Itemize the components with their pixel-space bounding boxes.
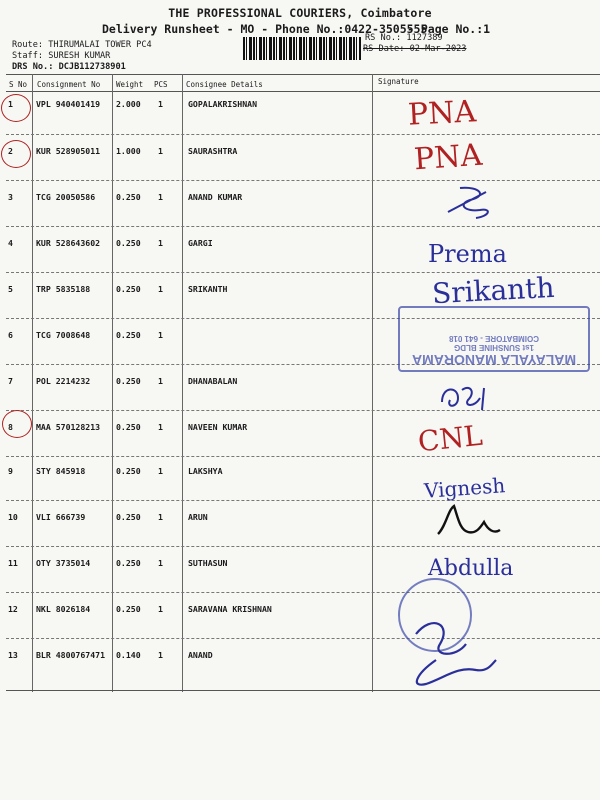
row-consignee: SARAVANA KRISHNAN [188, 604, 272, 614]
stamp-line1: 1st SUNSHINE BLDG [454, 343, 535, 352]
red-circle-mark [2, 410, 32, 438]
row-weight: 0.250 [116, 512, 141, 522]
row-weight: 0.250 [116, 466, 141, 476]
row-sno: 7 [8, 376, 13, 386]
col-header-sno: S No [9, 80, 28, 89]
row-pcs: 1 [158, 284, 163, 294]
row-consignee: ARUN [188, 512, 208, 522]
row-weight: 2.000 [116, 99, 141, 109]
row-consignment: NKL 8026184 [36, 604, 91, 614]
stamp-name: MALAYALA MANORAMA [411, 352, 577, 368]
row-consignment: VLI 666739 [36, 512, 86, 522]
row-pcs: 1 [158, 376, 163, 386]
row-sno: 10 [8, 512, 18, 522]
signature-row-5: Srikanth [431, 270, 556, 311]
runsheet-title: Delivery Runsheet - MO - Phone No.:0422-3505555 [102, 22, 428, 36]
col-header-consignee: Consignee Details [186, 80, 263, 89]
row-consignee: GOPALAKRISHNAN [188, 99, 258, 109]
row-consignment: VPL 940401419 [36, 99, 101, 109]
row-divider [6, 592, 600, 593]
row-pcs: 1 [158, 99, 163, 109]
row-sno: 4 [8, 238, 13, 248]
row-weight: 1.000 [116, 146, 141, 156]
row-consignee: LAKSHYA [188, 466, 223, 476]
scribble-signature-row-10 [434, 500, 504, 540]
row-weight: 0.250 [116, 604, 141, 614]
row-consignee: SRIKANTH [188, 284, 228, 294]
row-sno: 8 [8, 422, 13, 432]
row-divider [6, 456, 600, 457]
row-pcs: 1 [158, 422, 163, 432]
row-consignee: SAURASHTRA [188, 146, 238, 156]
company-stamp [398, 306, 590, 372]
row-sno: 6 [8, 330, 13, 340]
row-pcs: 1 [158, 604, 163, 614]
row-sno: 5 [8, 284, 13, 294]
row-sno: 11 [8, 558, 18, 568]
row-weight: 0.250 [116, 330, 141, 340]
row-sno: 2 [8, 146, 13, 156]
row-pcs: 1 [158, 650, 163, 660]
row-consignee: ANAND [188, 650, 213, 660]
row-consignee: NAVEEN KUMAR [188, 422, 248, 432]
col-header-consignment: Consignment No [37, 80, 101, 89]
row-consignee: GARGI [188, 238, 213, 248]
row-consignment: OTY 3735014 [36, 558, 91, 568]
row-consignee: SUTHASUN [188, 558, 228, 568]
row-divider [6, 638, 600, 639]
header-bottom-border [6, 91, 600, 92]
col-header-weight: Weight [116, 80, 144, 89]
row-pcs: 1 [158, 192, 163, 202]
row-pcs: 1 [158, 558, 163, 568]
page-number: - Page No.:1 [407, 22, 491, 36]
drs-number: DRS No.: DCJB112738901 [12, 62, 126, 72]
row-divider [6, 410, 600, 411]
row-consignment: KUR 528643602 [36, 238, 101, 248]
row-divider [6, 500, 600, 501]
row-pcs: 1 [158, 512, 163, 522]
barcode [243, 37, 361, 60]
route-label: Route: THIRUMALAI TOWER PC4 [12, 40, 152, 50]
row-consignee: DHANABALAN [188, 376, 238, 386]
row-pcs: 1 [158, 146, 163, 156]
row-pcs: 1 [158, 466, 163, 476]
row-consignment: KUR 528905011 [36, 146, 101, 156]
staff-label: Staff: SURESH KUMAR [12, 51, 111, 61]
row-consignment: MAA 570128213 [36, 422, 101, 432]
row-sno: 1 [8, 99, 13, 109]
row-sno: 3 [8, 192, 13, 202]
row-pcs: 1 [158, 330, 163, 340]
red-circle-mark [1, 140, 31, 168]
signature-row-8: CNL [416, 418, 485, 459]
signature-row-9: Vignesh [423, 473, 506, 503]
row-weight: 0.250 [116, 284, 141, 294]
scribble-signature-row-3 [440, 182, 500, 222]
signature-row-2: PNA [412, 137, 484, 178]
rs-date: RS Date: 02-Mar-2023 [363, 44, 467, 54]
row-pcs: 1 [158, 238, 163, 248]
row-weight: 0.250 [116, 558, 141, 568]
row-consignment: BLR 4800767471 [36, 650, 106, 660]
red-circle-mark [1, 94, 31, 122]
row-weight: 0.250 [116, 192, 141, 202]
row-divider [6, 180, 600, 181]
signature-row-1: PNA [407, 94, 477, 133]
row-consignment: STY 845918 [36, 466, 86, 476]
col-header-signature: Signature [378, 77, 419, 86]
row-weight: 0.140 [116, 650, 141, 660]
runsheet-table [6, 74, 600, 692]
row-weight: 0.250 [116, 422, 141, 432]
row-divider [6, 546, 600, 547]
table-top-border [6, 74, 600, 75]
company-title: THE PROFESSIONAL COURIERS, Coimbatore [168, 6, 432, 20]
row-consignment: TCG 7008648 [36, 330, 91, 340]
scribble-signature-row-12-13 [396, 604, 506, 694]
col-divider [372, 74, 373, 692]
table-bottom-border [6, 690, 600, 691]
row-divider [6, 226, 600, 227]
row-sno: 12 [8, 604, 18, 614]
row-sno: 9 [8, 466, 13, 476]
row-consignment: TRP 5835188 [36, 284, 91, 294]
row-weight: 0.250 [116, 376, 141, 386]
row-consignee: ANAND KUMAR [188, 192, 243, 202]
row-sno: 13 [8, 650, 18, 660]
col-divider [32, 74, 33, 692]
row-consignment: TCG 20050586 [36, 192, 96, 202]
row-divider [6, 134, 600, 135]
rs-number: RS No.: 1127389 [365, 33, 443, 43]
signature-row-11: Abdulla [428, 556, 514, 581]
col-divider [182, 74, 183, 692]
signature-row-4: Prema [428, 240, 507, 268]
stamp-line2: COIMBATORE - 641 018 [449, 334, 539, 343]
col-header-pcs: PCS [154, 80, 168, 89]
col-divider [112, 74, 113, 692]
row-weight: 0.250 [116, 238, 141, 248]
row-consignment: POL 2214232 [36, 376, 91, 386]
scribble-signature-row-7 [436, 380, 496, 416]
